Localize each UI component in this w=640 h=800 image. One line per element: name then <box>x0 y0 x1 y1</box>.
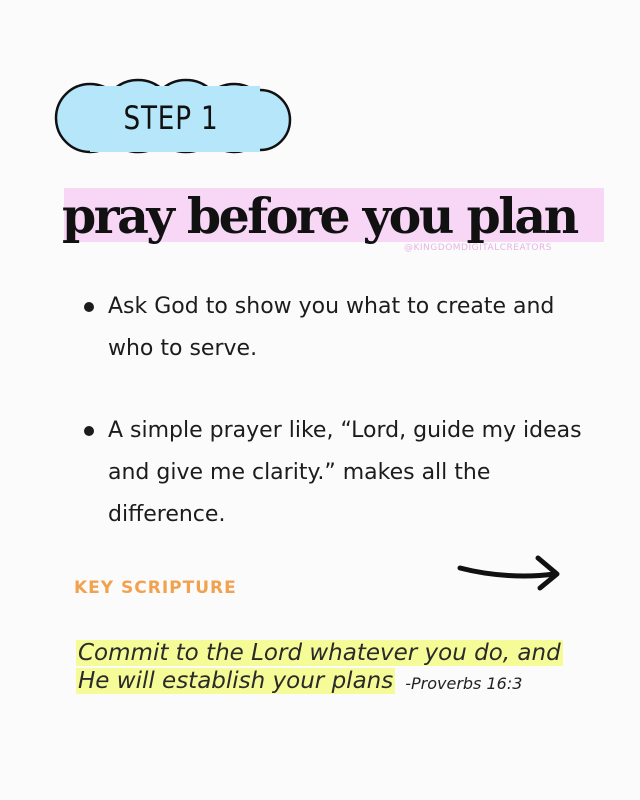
bullet-dot-icon <box>84 426 94 436</box>
bullet-text: Ask God to show you what to create and who to serve. <box>108 294 555 361</box>
bullet-dot-icon <box>84 302 94 312</box>
bullet-text: A simple prayer like, “Lord, guide my ideas and give me clarity.” makes all the difference. <box>108 418 582 527</box>
bullet-list <box>84 286 594 536</box>
bullet-item <box>84 286 594 370</box>
page-title: pray before you plan <box>62 187 577 245</box>
scripture-reference: -Proverbs 16:3 <box>405 674 523 693</box>
scripture-line-2: He will establish your plans <box>78 668 394 694</box>
bullet-item <box>84 410 594 536</box>
key-scripture-label: KEY SCRIPTURE <box>74 578 237 598</box>
scripture-line-1: Commit to the Lord whatever you do, and <box>78 640 561 666</box>
arrow-right-icon[interactable] <box>456 548 566 594</box>
watermark: @KINGDOMDIGITALCREATORS <box>404 243 552 253</box>
step-badge <box>46 72 296 164</box>
scripture-quote <box>76 640 596 694</box>
step-label: STEP 1 <box>123 99 219 137</box>
